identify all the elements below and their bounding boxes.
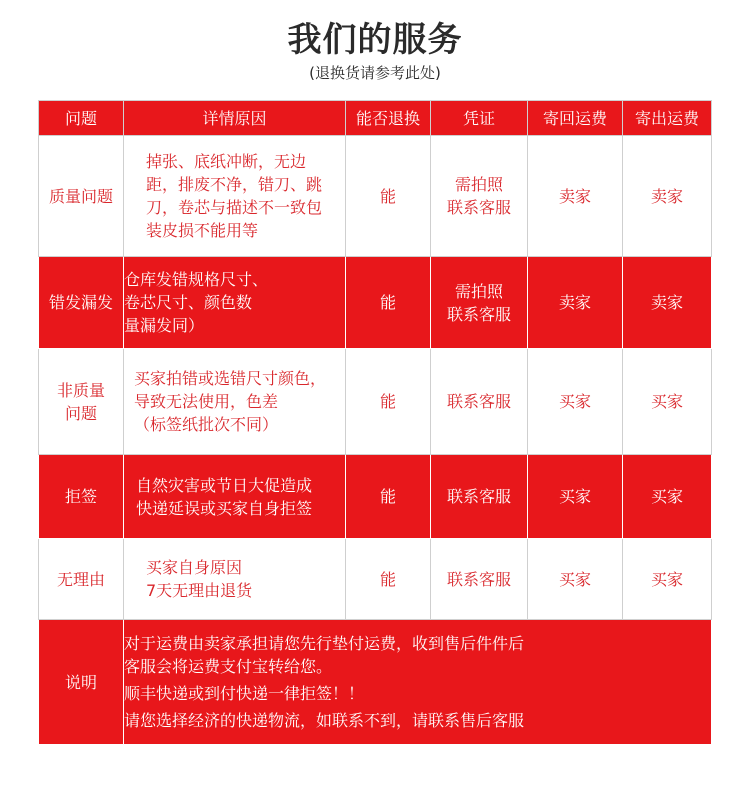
ship-fee-cell: 买家 — [623, 349, 712, 455]
issue-cell: 拒签 — [39, 455, 124, 539]
note-line: 对于运费由卖家承担请您先行垫付运费，收到售后件件后 客服会将运费支付宝转给您。 — [124, 634, 525, 676]
issue-cell: 无理由 — [39, 539, 124, 620]
table-header-row — [39, 101, 712, 136]
returnable-cell: 能 — [346, 257, 431, 349]
service-table — [38, 100, 712, 745]
ship-fee-cell: 买家 — [623, 539, 712, 620]
table-row — [39, 539, 712, 620]
page-title: 我们的服务 — [287, 20, 463, 60]
note-label: 说明 — [39, 620, 124, 745]
table-row — [39, 257, 712, 349]
detail-cell: 买家拍错或选错尺寸颜色， 导致无法使用，色差 （标签纸批次不同） — [124, 349, 346, 455]
header-proof: 凭证 — [431, 101, 528, 136]
detail-cell: 买家自身原因 7天无理由退货 — [124, 539, 346, 620]
ship-fee-cell: 买家 — [623, 455, 712, 539]
table-row — [39, 455, 712, 539]
table-row — [39, 349, 712, 455]
header-return-fee: 寄回运费 — [528, 101, 623, 136]
returnable-cell: 能 — [346, 349, 431, 455]
note-row — [39, 620, 712, 745]
issue-cell: 非质量 问题 — [39, 349, 124, 455]
header-detail: 详情原因 — [124, 101, 346, 136]
issue-cell: 错发漏发 — [39, 257, 124, 349]
page-subtitle: (退换货请参考此处) — [309, 64, 441, 82]
return-fee-cell: 卖家 — [528, 136, 623, 257]
note-line: 请您选择经济的快递物流，如联系不到，请联系售后客服 — [124, 711, 525, 730]
proof-cell: 联系客服 — [431, 349, 528, 455]
detail-cell: 仓库发错规格尺寸、 卷芯尺寸、颜色数 量漏发同） — [124, 257, 346, 349]
proof-cell: 联系客服 — [431, 455, 528, 539]
detail-cell: 掉张、底纸冲断，无边距，排废不净，错刀、跳刀，卷芯与描述不一致包装皮损不能用等 — [124, 136, 346, 257]
issue-cell: 质量问题 — [39, 136, 124, 257]
table-row — [39, 136, 712, 257]
ship-fee-cell: 卖家 — [623, 136, 712, 257]
proof-cell: 需拍照 联系客服 — [431, 257, 528, 349]
returnable-cell: 能 — [346, 136, 431, 257]
header-ship-fee: 寄出运费 — [623, 101, 712, 136]
return-fee-cell: 卖家 — [528, 257, 623, 349]
detail-cell: 自然灾害或节日大促造成 快递延误或买家自身拒签 — [124, 455, 346, 539]
note-content — [124, 620, 712, 745]
return-fee-cell: 买家 — [528, 349, 623, 455]
return-fee-cell: 买家 — [528, 455, 623, 539]
proof-cell: 需拍照 联系客服 — [431, 136, 528, 257]
header-returnable: 能否退换 — [346, 101, 431, 136]
return-fee-cell: 买家 — [528, 539, 623, 620]
ship-fee-cell: 卖家 — [623, 257, 712, 349]
returnable-cell: 能 — [346, 539, 431, 620]
proof-cell: 联系客服 — [431, 539, 528, 620]
note-line: 顺丰快递或到付快递一律拒签！！ — [124, 684, 365, 703]
returnable-cell: 能 — [346, 455, 431, 539]
header-issue: 问题 — [39, 101, 124, 136]
